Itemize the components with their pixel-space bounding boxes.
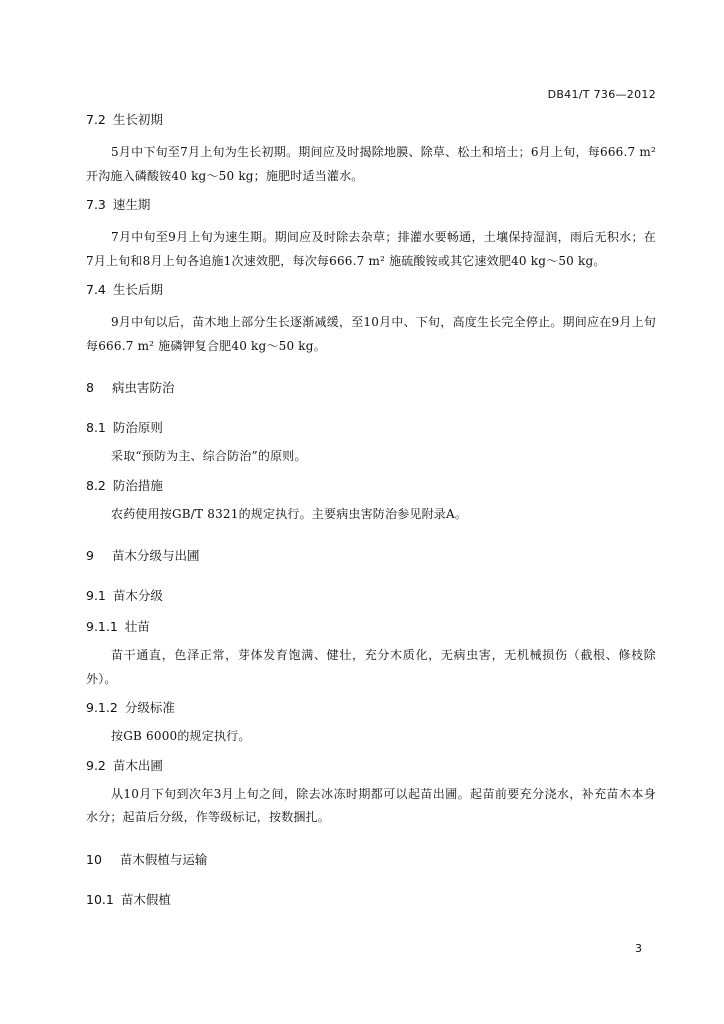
paragraph-9-1-2: 按GB 6000的规定执行。 bbox=[111, 729, 251, 743]
heading-8-1 bbox=[86, 418, 656, 438]
heading-8-2 bbox=[86, 476, 656, 496]
heading-number: 9.1.1 bbox=[86, 619, 118, 634]
heading-9-2 bbox=[86, 756, 656, 776]
heading-9-1-1 bbox=[86, 617, 656, 637]
heading-7-2 bbox=[86, 110, 656, 130]
heading-10 bbox=[86, 850, 656, 870]
paragraph-7-3: 7月中旬至9月上旬为速生期。期间应及时除去杂草；排灌水要畅通，土壤保持湿润，雨后无积水；在7月上旬和8月上旬各追施1次速效肥，每次每666.7 m² 施硫酸铵或其它速效肥40 kg～50 kg。 bbox=[86, 230, 656, 268]
heading-title: 苗木分级与出圃 bbox=[111, 548, 200, 563]
heading-title: 苗木假植与运输 bbox=[119, 851, 208, 867]
page-number: 3 bbox=[635, 942, 642, 955]
heading-title: 苗木出圃 bbox=[112, 757, 163, 773]
paragraph-8-1: 采取“预防为主、综合防治”的原则。 bbox=[111, 449, 307, 463]
heading-number: 10 bbox=[86, 851, 102, 867]
heading-10-1 bbox=[86, 890, 656, 910]
heading-title: 速生期 bbox=[112, 197, 151, 212]
paragraph-8-2: 农药使用按GB/T 8321的规定执行。主要病虫害防治参见附录A。 bbox=[111, 506, 468, 521]
document-standard-id: DB41/T 736—2012 bbox=[547, 88, 656, 101]
heading-9 bbox=[86, 546, 656, 566]
heading-title: 生长初期 bbox=[112, 112, 163, 127]
heading-title: 防治措施 bbox=[112, 477, 163, 493]
heading-title: 壮苗 bbox=[124, 619, 150, 634]
heading-number: 8.2 bbox=[86, 477, 106, 493]
heading-7-3 bbox=[86, 195, 656, 215]
heading-title: 苗木假植 bbox=[120, 891, 171, 907]
paragraph-7-2: 5月中下旬至7月上旬为生长初期。期间应及时揭除地膜、除草、松土和培土；6月上旬，每666.7 m² 开沟施入磷酸铵40 kg～50 kg；施肥时适当灌水。 bbox=[86, 145, 656, 183]
heading-title: 病虫害防治 bbox=[111, 380, 175, 395]
heading-number: 7.2 bbox=[86, 112, 106, 127]
heading-number: 9.1 bbox=[86, 588, 106, 603]
paragraph-7-4: 9月中旬以后，苗木地上部分生长逐渐减缓，至10月中、下旬，高度生长完全停止。期间应在9月上旬每666.7 m² 施磷钾复合肥40 kg～50 kg。 bbox=[86, 315, 656, 353]
heading-number: 8.1 bbox=[86, 420, 106, 435]
paragraph-9-1-1: 苗干通直，色泽正常，芽体发育饱满、健壮，充分木质化，无病虫害，无机械损伤（截根、修枝除外）。 bbox=[86, 648, 656, 686]
heading-number: 7.4 bbox=[86, 282, 106, 297]
heading-number: 9 bbox=[86, 548, 94, 563]
heading-9-1-2 bbox=[86, 698, 656, 718]
heading-title: 分级标准 bbox=[124, 700, 175, 715]
heading-number: 9.2 bbox=[86, 757, 106, 773]
heading-number: 8 bbox=[86, 380, 94, 395]
heading-7-4 bbox=[86, 280, 656, 300]
heading-title: 生长后期 bbox=[112, 282, 163, 297]
document-body bbox=[86, 110, 656, 910]
heading-number: 7.3 bbox=[86, 197, 106, 212]
heading-number: 10.1 bbox=[86, 891, 114, 907]
heading-title: 苗木分级 bbox=[112, 588, 163, 603]
heading-title: 防治原则 bbox=[112, 420, 163, 435]
heading-number: 9.1.2 bbox=[86, 700, 118, 715]
heading-9-1 bbox=[86, 586, 656, 606]
paragraph-9-2: 从10月下旬到次年3月上旬之间，除去冰冻时期都可以起苗出圃。起苗前要充分浇水，补充苗木本身水分；起苗后分级，作等级标记，按数捆扎。 bbox=[86, 786, 656, 824]
heading-8 bbox=[86, 378, 656, 398]
